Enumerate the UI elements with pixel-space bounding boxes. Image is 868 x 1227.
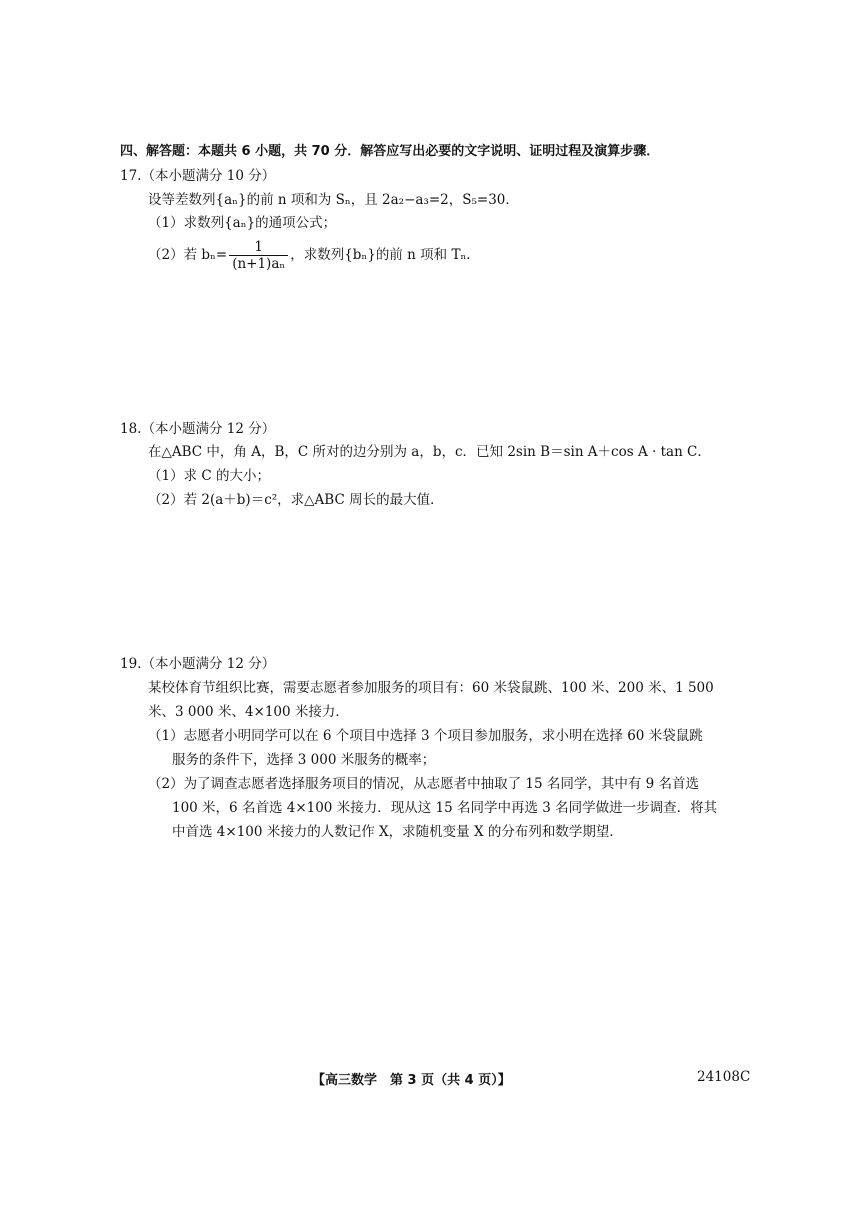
q17-fraction-denominator: (n+1)aₙ bbox=[232, 255, 286, 272]
q19-part1-line2: 服务的条件下，选择 3 000 米服务的概率； bbox=[172, 752, 436, 768]
q17-number: 17.（本小题满分 10 分） bbox=[120, 168, 276, 184]
q17-part2-prefix: （2）若 bₙ= bbox=[148, 247, 228, 263]
q17-part2-suffix: ，求数列{bₙ}的前 n 项和 Tₙ． bbox=[290, 247, 480, 263]
section-heading: 四、解答题：本题共 6 小题，共 70 分．解答应写出必要的文字说明、证明过程及演算步骤． bbox=[120, 144, 660, 159]
q19-part2-line1: （2）为了调查志愿者选择服务项目的情况，从志愿者中抽取了 15 名同学，其中有 9 名首选 bbox=[148, 776, 700, 792]
q19-stem-line1: 某校体育节组织比赛，需要志愿者参加服务的项目有：60 米袋鼠跳、100 米、200 米、1 500 bbox=[148, 680, 714, 696]
q19-number: 19.（本小题满分 12 分） bbox=[120, 656, 276, 672]
q19-part1-line1: （1）志愿者小明同学可以在 6 个项目中选择 3 个项目参加服务，求小明在选择 60 米袋鼠跳 bbox=[148, 728, 703, 744]
q17-part1: （1）求数列{aₙ}的通项公式； bbox=[148, 215, 337, 231]
footer-page-title: 【高三数学 第 3 页（共 4 页）】 bbox=[312, 1073, 511, 1088]
q18-part2: （2）若 2(a＋b)＝c²，求△ABC 周长的最大值． bbox=[148, 492, 444, 508]
q19-part2-line2: 100 米，6 名首选 4×100 米接力．现从这 15 名同学中再选 3 名同学做进一步调查．将其 bbox=[172, 800, 718, 816]
q18-number: 18.（本小题满分 12 分） bbox=[120, 421, 276, 437]
q17-stem: 设等差数列{aₙ}的前 n 项和为 Sₙ，且 2a₂−a₃=2，S₅=30． bbox=[148, 192, 519, 208]
q17-fraction bbox=[229, 240, 288, 272]
q17-fraction-numerator: 1 bbox=[229, 240, 288, 256]
q17-part2 bbox=[148, 238, 480, 272]
q19-stem-line2: 米、3 000 米、4×100 米接力． bbox=[148, 704, 349, 720]
q18-stem: 在△ABC 中，角 A，B，C 所对的边分别为 a，b，c．已知 2sin B＝sin A＋cos A · tan C． bbox=[148, 444, 711, 460]
q18-part1: （1）求 C 的大小； bbox=[148, 468, 271, 484]
q19-part2-line3: 中首选 4×100 米接力的人数记作 X，求随机变量 X 的分布列和数学期望． bbox=[172, 824, 623, 840]
footer-exam-code: 24108C bbox=[697, 1069, 751, 1085]
